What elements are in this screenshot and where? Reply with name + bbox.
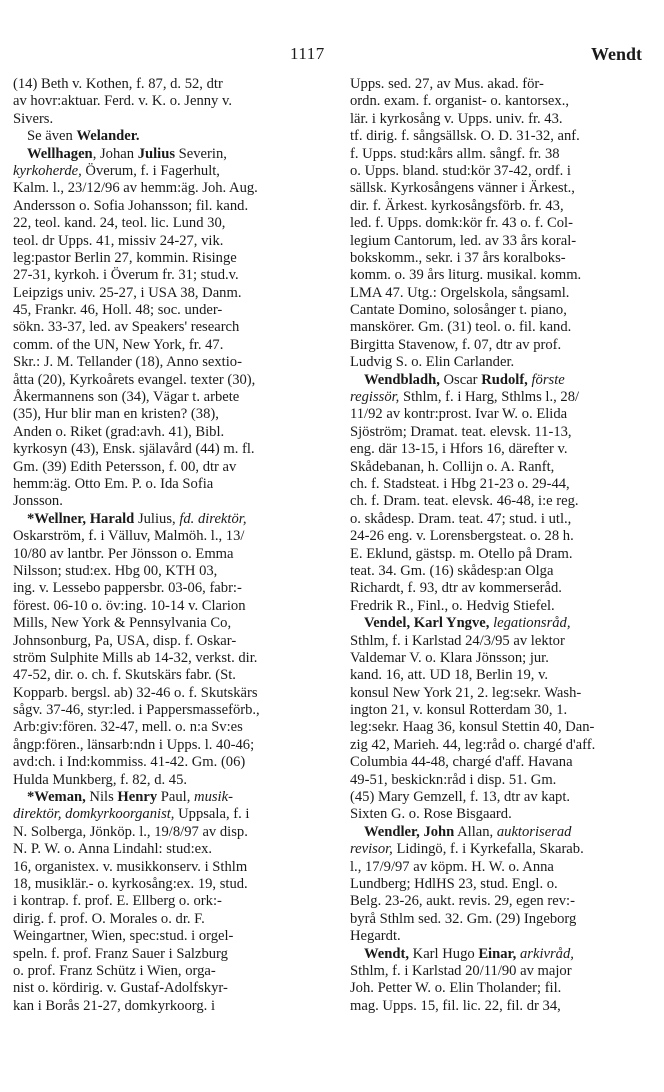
text-line [350, 789, 646, 806]
text-segment: Upps. sed. 27, av Mus. akad. för- [350, 76, 544, 92]
text-segment: f. Upps. stud:kårs allm. sångf. fr. 38 [350, 145, 560, 162]
text-line [350, 354, 646, 371]
text-line [13, 685, 306, 702]
text-line [350, 806, 646, 823]
text-segment: dirig. f. prof. O. Morales o. dr. F. [13, 910, 205, 927]
running-head: Wendt [590, 44, 642, 64]
text-segment: teol. dr Upps. 41, missiv 24-27, vik. [13, 232, 224, 249]
text-line [350, 615, 646, 632]
text-segment: *Weman, [27, 789, 86, 806]
text-line [350, 76, 646, 93]
text-segment: teat. 34. Gm. (16) skådesp:an Olga [350, 562, 554, 579]
text-segment: Skr.: J. M. Tellander (18), Anno sextio- [13, 354, 242, 371]
text-line [350, 580, 646, 597]
text-line [13, 650, 306, 667]
text-line [350, 685, 646, 702]
text-segment: förest. 06-10 o. öv:ing. 10-14 v. Clarion [13, 597, 246, 614]
text-line [13, 806, 306, 823]
text-line [13, 859, 306, 876]
text-line [350, 111, 646, 128]
text-segment: tf. dirig. f. sångsällsk. O. D. 31-32, anf. [350, 128, 580, 145]
text-line [13, 198, 306, 215]
text-line [350, 772, 646, 789]
text-segment: o. skådesp. Dram. teat. 47; stud. i utl., [350, 510, 572, 527]
text-segment: ström Sulphite Mills ab 14-32, verkst. dir. [13, 649, 258, 666]
text-line [13, 389, 306, 406]
text-line [350, 128, 646, 145]
text-segment: (45) Mary Gemzell, f. 13, dtr av kapt. [350, 789, 571, 806]
text-line [13, 93, 306, 110]
text-segment: Se även [27, 128, 77, 145]
text-line [350, 650, 646, 667]
text-line [350, 493, 646, 510]
text-segment: fd. direktör, [179, 510, 247, 527]
text-line [13, 633, 306, 650]
text-segment: Skådebanan, h. Collijn o. A. Ranft, [350, 458, 555, 475]
text-line [350, 476, 646, 493]
text-line [350, 546, 646, 563]
text-segment: förste [531, 371, 565, 388]
text-segment: ing. v. Lessebo pappersbr. 03-06, fabr:- [13, 580, 242, 597]
text-line [350, 406, 646, 423]
text-line [350, 998, 646, 1015]
text-segment: Anden o. Riket (grad:avh. 41), Bibl. [13, 423, 225, 440]
text-segment: Joh. Petter W. o. Elin Tholander; fil. [350, 980, 562, 997]
text-line [13, 267, 306, 284]
text-segment: 22, teol. kand. 24, teol. lic. Lund 30, [13, 215, 226, 232]
text-line [13, 563, 306, 580]
text-segment: Lidingö, f. i Kyrkefalla, Skarab. [392, 841, 584, 858]
text-line [350, 389, 646, 406]
text-line [350, 250, 646, 267]
text-segment: speln. f. prof. Franz Sauer i Salzburg [13, 945, 228, 962]
text-line [13, 876, 306, 893]
text-line [13, 424, 306, 441]
text-segment: Sivers. [13, 110, 54, 127]
text-segment: Mills, New York & Pennsylvania Co, [13, 615, 232, 632]
text-segment: Hulda Munkberg, f. 82, d. 45. [13, 771, 188, 788]
text-segment: Wendt, [364, 945, 410, 962]
text-segment: Uppsala, f. i [174, 806, 250, 823]
text-line [13, 546, 306, 563]
text-segment: sökn. 33-37, led. av Speakers' research [13, 319, 240, 336]
text-segment: Welander. [76, 128, 140, 145]
text-segment: bokskomm., sekr. i 37 års koralboks- [350, 249, 566, 266]
text-line [13, 476, 306, 493]
text-segment: kyrkosyn (43), Ensk. själavård (44) m. fl. [13, 441, 255, 458]
text-segment: legationsråd, [493, 615, 571, 632]
page-number: 1117 [290, 44, 325, 63]
text-line [13, 511, 306, 528]
text-line [350, 163, 646, 180]
text-segment: nist o. kördirig. v. Gustaf-Adolfskyr- [13, 980, 228, 997]
text-segment: Kopparb. bergsl. ab) 32-46 o. f. Skutskärs [13, 684, 258, 701]
text-line [13, 128, 306, 145]
text-segment: Rudolf, [481, 371, 528, 388]
text-line [350, 337, 646, 354]
text-line [350, 563, 646, 580]
text-line [13, 215, 306, 232]
text-segment: Richardt, f. 93, dtr av kommerseråd. [350, 580, 562, 597]
text-segment: kyrkoherde, [13, 162, 82, 179]
text-line [13, 998, 306, 1015]
text-line [13, 946, 306, 963]
text-segment: 45, Frankr. 46, Holl. 48; soc. under- [13, 302, 223, 319]
text-segment: komm. o. 39 års liturg. musikal. komm. [350, 267, 582, 284]
text-line [350, 719, 646, 736]
text-segment: Jonsson. [13, 493, 63, 510]
text-segment: ångp:fören., länsarb:ndn i Upps. l. 40-46; [13, 736, 255, 753]
text-line [350, 598, 646, 615]
text-line [350, 702, 646, 719]
text-segment: led. f. Upps. domk:kör fr. 43 o. f. Col- [350, 215, 573, 232]
text-line [13, 180, 306, 197]
text-segment: Einar, [478, 945, 517, 962]
text-segment: Allan, [454, 823, 497, 840]
text-segment: N. Solberga, Jönköp. l., 19/8/97 av disp. [13, 823, 248, 840]
text-segment: *Wellner, Harald [27, 510, 135, 527]
text-segment: 47-52, dir. o. ch. f. Skutskärs fabr. (St. [13, 667, 236, 684]
text-line [350, 285, 646, 302]
text-line [13, 233, 306, 250]
text-line [350, 267, 646, 284]
text-line [13, 111, 306, 128]
text-segment: leg:pastor Berlin 27, kommin. Risinge [13, 249, 237, 266]
text-line [13, 580, 306, 597]
text-line [13, 528, 306, 545]
text-segment: 11/92 av kontr:prost. Ivar W. o. Elida [350, 406, 568, 423]
text-segment: Karl Hugo [409, 945, 479, 962]
text-line [350, 215, 646, 232]
text-segment: Lundberg; HdlHS 23, stud. Engl. o. [350, 875, 558, 892]
text-line [13, 615, 306, 632]
text-line [13, 163, 306, 180]
text-line [350, 893, 646, 910]
text-segment: konsul New York 21, 2. leg:sekr. Wash- [350, 684, 582, 701]
text-line [350, 841, 646, 858]
text-segment: o. prof. Franz Schütz i Wien, orga- [13, 962, 216, 979]
right-column [350, 76, 646, 1015]
text-segment: Julius, [134, 510, 180, 527]
text-line [13, 146, 306, 163]
text-line [350, 319, 646, 336]
text-line [13, 772, 306, 789]
text-segment: Wendler, John [364, 823, 455, 840]
left-column [13, 76, 306, 1015]
text-segment: Överum, f. i Fagerhult, [81, 162, 220, 179]
text-segment: legium Cantorum, led. av 33 års koral- [350, 232, 577, 249]
text-line [350, 911, 646, 928]
text-segment: i kontrap. f. prof. E. Ellberg o. ork:- [13, 893, 222, 910]
text-segment: 49-51, beskickn:råd i disp. 51. Gm. [350, 771, 557, 788]
text-line [13, 337, 306, 354]
text-line [13, 76, 306, 93]
text-line [13, 963, 306, 980]
text-line [13, 667, 306, 684]
text-segment: Severin, [175, 145, 227, 162]
text-segment: sågv. 37-46, styr:led. i Pappersmasseförb., [13, 702, 260, 719]
text-segment: E. Eklund, gästsp. m. Otello på Dram. [350, 545, 573, 562]
text-segment: sällsk. Kyrkosångens vänner i Ärkest., [350, 180, 575, 197]
text-segment: 24-26 eng. v. Lorensbergsteat. o. 28 h. [350, 528, 574, 545]
text-segment: Birgitta Stavenow, f. 07, dtr av prof. [350, 336, 562, 353]
text-line [13, 737, 306, 754]
text-segment: leg:sekr. Haag 36, konsul Stettin 40, Dan- [350, 719, 595, 736]
text-segment: musik- [194, 789, 233, 806]
text-line [350, 372, 646, 389]
text-line [350, 737, 646, 754]
text-segment: 10/80 av lantbr. Per Jönsson o. Emma [13, 545, 234, 562]
text-segment: regissör, [350, 389, 400, 406]
text-segment: N. P. W. o. Anna Lindahl: stud:ex. [13, 841, 213, 858]
text-segment: Valdemar V. o. Klara Jönsson; jur. [350, 649, 549, 666]
text-segment: ordn. exam. f. organist- o. kantorsex., [350, 93, 569, 110]
text-segment: Cantate Domino, solosånger t. piano, [350, 302, 567, 319]
text-segment: ington 21, v. konsul Rotterdam 30, 1. [350, 702, 568, 719]
text-line [13, 598, 306, 615]
text-line [350, 146, 646, 163]
text-segment: Andersson o. Sofia Johansson; fil. kand. [13, 197, 249, 214]
text-segment: kan i Borås 21-27, domkyrkoorg. i [13, 997, 215, 1014]
text-line [350, 93, 646, 110]
text-line [350, 633, 646, 650]
text-segment: manskörer. Gm. (31) teol. o. fil. kand. [350, 319, 572, 336]
text-segment: Johnsonburg, Pa, USA, disp. f. Oskar- [13, 632, 237, 649]
text-segment: (14) Beth v. Kothen, f. 87, d. 52, dtr [13, 76, 223, 92]
text-segment: Vendel, Karl Yngve, [364, 615, 490, 632]
text-line [350, 459, 646, 476]
text-segment: byrå Sthlm sed. 32. Gm. (29) Ingeborg [350, 910, 577, 927]
text-segment: comm. of the UN, New York, fr. 47. [13, 336, 224, 353]
text-line [13, 441, 306, 458]
text-line [350, 198, 646, 215]
text-line [13, 754, 306, 771]
text-line [350, 963, 646, 980]
text-segment: Ludvig S. o. Elin Carlander. [350, 354, 515, 371]
text-segment: mag. Upps. 15, fil. lic. 22, fil. dr 34, [350, 997, 561, 1014]
text-segment: 18, musiklär.- o. kyrkosång:ex. 19, stud. [13, 875, 248, 892]
text-line [13, 319, 306, 336]
text-line [13, 841, 306, 858]
text-line [350, 180, 646, 197]
page-header [0, 44, 664, 68]
text-segment: Julius [137, 145, 176, 162]
text-segment: o. Upps. bland. stud:kör 37-42, ordf. i [350, 162, 571, 179]
text-segment: Nilsson; stud:ex. Hbg 00, KTH 03, [13, 562, 218, 579]
text-segment: kand. 16, att. UD 18, Berlin 19, v. [350, 667, 549, 684]
text-line [350, 233, 646, 250]
text-segment: revisor, [350, 841, 393, 858]
text-line [13, 285, 306, 302]
text-line [350, 754, 646, 771]
text-line [350, 980, 646, 997]
text-segment: dir. f. Ärkest. kyrkosångsförb. fr. 43, [350, 197, 564, 214]
text-segment: lär. i kyrkosång v. Upps. univ. fr. 43. [350, 110, 563, 127]
text-line [350, 511, 646, 528]
text-segment: Leipzigs univ. 25-27, i USA 38, Danm. [13, 284, 242, 301]
text-line [13, 928, 306, 945]
text-line [13, 459, 306, 476]
text-segment: Henry [117, 789, 158, 806]
text-segment: Sthlm, f. i Karlstad 20/11/90 av major [350, 962, 572, 979]
text-segment: Åkermannens son (34), Vägar t. arbete [13, 389, 240, 406]
text-segment: Sjöström; Dramat. teat. elevsk. 11-13, [350, 423, 572, 440]
text-segment: Kalm. l., 23/12/96 av hemm:äg. Joh. Aug. [13, 180, 258, 197]
text-segment: Belg. 23-26, aukt. revis. 29, egen rev:- [350, 893, 575, 910]
text-segment: , Johan [92, 145, 138, 162]
text-line [13, 406, 306, 423]
text-segment: LMA 47. Utg.: Orgelskola, sångsaml. [350, 284, 570, 301]
text-segment: Wendbladh, [364, 371, 440, 388]
text-segment: Nils [85, 789, 118, 806]
text-line [13, 372, 306, 389]
text-segment: ch. f. Stadsteat. i Hbg 21-23 o. 29-44, [350, 475, 570, 492]
text-line [350, 528, 646, 545]
text-line [13, 824, 306, 841]
text-line [350, 946, 646, 963]
text-line [13, 893, 306, 910]
text-line [350, 424, 646, 441]
text-segment: eng. där 13-15, i Hfors 16, därefter v. [350, 441, 568, 458]
text-line [350, 928, 646, 945]
text-line [350, 876, 646, 893]
text-line [13, 980, 306, 997]
text-segment: åtta (20), Kyrkoårets evangel. texter (30), [13, 371, 256, 388]
text-segment: ch. f. Dram. teat. elevsk. 46-48, i:e reg. [350, 493, 579, 510]
text-segment: Paul, [157, 789, 195, 806]
text-segment: Oskarström, f. i Välluv, Malmöh. l., 13/ [13, 528, 245, 545]
text-line [350, 441, 646, 458]
text-segment: 27-31, kyrkoh. i Överum fr. 31; stud.v. [13, 267, 239, 284]
text-segment: av hovr:aktuar. Ferd. v. K. o. Jenny v. [13, 93, 232, 110]
text-segment: Wellhagen [27, 145, 93, 162]
text-segment: zig 42, Marieh. 44, leg:råd o. chargé d'aff. [350, 736, 596, 753]
text-segment: Hegardt. [350, 928, 401, 945]
text-line [13, 302, 306, 319]
text-line [350, 667, 646, 684]
text-line [13, 702, 306, 719]
text-segment: Gm. (39) Edith Petersson, f. 00, dtr av [13, 458, 237, 475]
text-line [350, 859, 646, 876]
text-line [13, 719, 306, 736]
text-segment: Fredrik R., Finl., o. Hedvig Stiefel. [350, 597, 555, 614]
text-segment: direktör, domkyrkoorganist, [13, 806, 175, 823]
text-segment: hemm:äg. Otto Em. P. o. Ida Sofia [13, 475, 214, 492]
text-segment: Columbia 44-48, chargé d'aff. Havana [350, 754, 573, 771]
text-segment: Oscar [439, 371, 482, 388]
text-line [13, 354, 306, 371]
text-line [13, 493, 306, 510]
text-segment: 16, organistex. v. musikkonserv. i Sthlm [13, 858, 248, 875]
text-line [13, 911, 306, 928]
text-segment: arkivråd, [519, 945, 574, 962]
text-segment: Arb:giv:fören. 32-47, mell. o. n:a Sv:es [13, 719, 243, 736]
text-line [13, 250, 306, 267]
text-segment: Sthlm, f. i Harg, Sthlms l., 28/ [399, 389, 580, 406]
text-segment: Weingartner, Wien, spec:stud. i orgel- [13, 928, 234, 945]
text-segment: Sixten G. o. Rose Bisgaard. [350, 806, 512, 823]
text-segment: avd:ch. i Ind:kommiss. 41-42. Gm. (06) [13, 754, 246, 771]
text-segment: Sthlm, f. i Karlstad 24/3/95 av lektor [350, 632, 565, 649]
text-segment: auktoriserad [496, 823, 572, 840]
text-line [350, 824, 646, 841]
text-segment: l., 17/9/97 av köpm. H. W. o. Anna [350, 858, 554, 875]
text-line [350, 302, 646, 319]
text-line [13, 789, 306, 806]
text-segment: (35), Hur blir man en kristen? (38), [13, 406, 219, 423]
